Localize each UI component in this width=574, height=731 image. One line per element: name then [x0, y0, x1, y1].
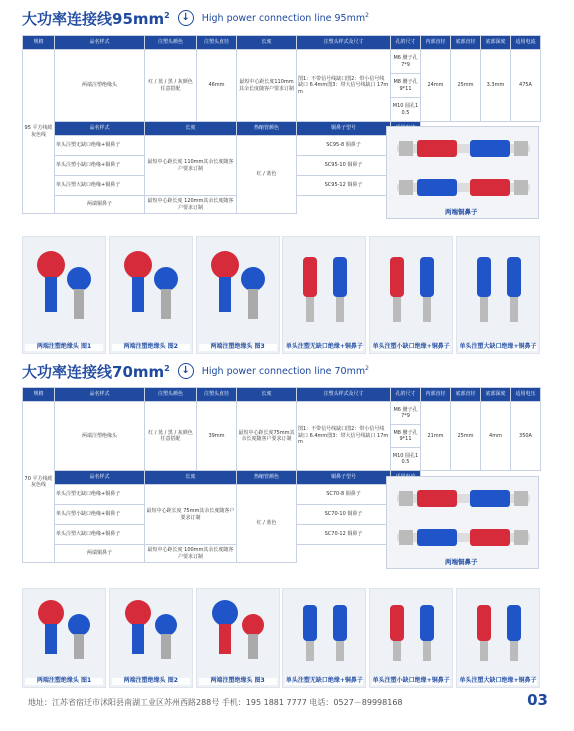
- col-header: 注塑头样式及尺寸: [297, 388, 391, 402]
- thumbnail: [456, 236, 540, 354]
- name-cell: 单头注塑无缺口绝缘+铜鼻子: [55, 136, 145, 156]
- diameter-cell: 46mm: [197, 50, 237, 122]
- cable-image: [387, 127, 539, 219]
- heat-color-cell: 红 / 蓝色: [237, 136, 297, 214]
- col-header: 品名样式: [55, 122, 145, 136]
- name-cell: 单头注塑大缺口绝缘+铜鼻子: [55, 525, 145, 545]
- thumbnail: [109, 588, 193, 688]
- col-header: 孔的尺寸: [391, 388, 421, 402]
- col-header: 孔的尺寸: [391, 36, 421, 50]
- connector-image: [197, 589, 280, 688]
- table-row: [23, 402, 541, 425]
- name-cell: 两端铜鼻子: [55, 545, 145, 563]
- col-header: 长度: [145, 122, 237, 136]
- col-header: 品名样式: [55, 388, 145, 402]
- thumbnail-caption: 两端注塑绝缘头 图2: [112, 344, 190, 351]
- connector-image: [197, 237, 280, 354]
- connector-image: [370, 589, 453, 688]
- length-cell: 最短中心距长度 75mm其余长度随客户要求订制: [145, 485, 237, 545]
- connector-image: [110, 589, 193, 688]
- col-header: 长度: [237, 36, 297, 50]
- model-cell: SC95-12 铜鼻子: [297, 176, 391, 196]
- col-header: 底部深度: [481, 36, 511, 50]
- col-header: 铜鼻子型号: [297, 122, 391, 136]
- name-cell: 两端铜鼻子: [55, 196, 145, 214]
- col-header: 品名样式: [55, 36, 145, 50]
- col-header: 规格: [23, 388, 55, 402]
- col-header: 规格: [23, 36, 55, 50]
- thumbnail: [196, 236, 280, 354]
- section-title: [22, 7, 369, 29]
- length-cell: 最短中心距长度 120mm其余长度随客户要求订制: [145, 196, 237, 214]
- thumbnail: [109, 236, 193, 354]
- thumbnail-caption: 单头注塑大缺口绝缘+铜鼻子: [459, 677, 537, 685]
- thumbnail: [369, 236, 453, 354]
- connector-image: [283, 589, 366, 688]
- name-cell: 两端注塑绝缘头: [55, 50, 145, 122]
- section-95mm: [22, 0, 540, 230]
- title-en: High power connection line $70mm^2$: [201, 364, 369, 378]
- inner-cell: 21mm: [421, 402, 451, 471]
- hole-cell: M8 腰子孔9*11: [391, 425, 421, 448]
- color-cell: 红 / 蓝 / 黑 / 灰颜色任意搭配: [145, 50, 197, 122]
- connector-image: [110, 237, 193, 354]
- style-cell: 图1：不带信号线缺口图2：带小信号线缺口 6.4mm图3：带大信号线缺口 17mm: [297, 50, 391, 122]
- col-header: 品名样式: [55, 471, 145, 485]
- model-cell: SC95-8 铜鼻子: [297, 136, 391, 156]
- spec-cell: 70 平方线缆灰色线: [23, 402, 55, 563]
- col-header: 注塑头直径: [197, 36, 237, 50]
- title-cn: 大功率连接线$95mm^2$: [22, 9, 170, 28]
- section-title: [22, 360, 369, 382]
- header-row: [23, 388, 541, 402]
- hole-cell: M10 圆孔10.5: [391, 448, 421, 471]
- copper-lug-photo: [386, 126, 539, 219]
- thumbnail: [282, 236, 366, 354]
- length-cell: 最短中心距长度110mm其余长度随客户要求订制: [237, 50, 297, 122]
- col-header: 注塑头颜色: [145, 388, 197, 402]
- col-header: 热缩管颜色: [237, 122, 297, 136]
- name-cell: 单头注塑小缺口绝缘+铜鼻子: [55, 505, 145, 525]
- arrow-down-icon[interactable]: ↓: [178, 10, 194, 26]
- bottom-diameter-cell: 25mm: [451, 402, 481, 471]
- current-cell: 350A: [511, 402, 541, 471]
- contact-info: 地址：江苏省宿迁市沭阳县南湖工业区苏州西路288号 手机：195 1881 7777 电话：0527－89998168: [28, 697, 403, 707]
- page-number: 03: [527, 691, 548, 709]
- col-header: 底部直径: [451, 36, 481, 50]
- thumbnail-caption: 单头注塑小缺口绝缘+铜鼻子: [372, 343, 450, 351]
- thumbnail-caption: 两端注塑绝缘头 图1: [25, 344, 103, 351]
- col-header: 长度: [237, 388, 297, 402]
- col-header: 热缩管颜色: [237, 471, 297, 485]
- footer: [28, 693, 548, 711]
- cable-image: [387, 477, 539, 569]
- copper-lug-photo: [386, 476, 539, 569]
- model-cell: SC70-10 铜鼻子: [297, 505, 391, 525]
- current-cell: 475A: [511, 50, 541, 122]
- name-cell: 单头注塑小缺口绝缘+铜鼻子: [55, 156, 145, 176]
- hole-cell: M8 腰子孔9*11: [391, 74, 421, 98]
- header-row: [23, 36, 541, 50]
- photo-label: 两端铜鼻子: [445, 558, 478, 566]
- thumbnail-caption: 两端注塑绝缘头 图3: [199, 678, 277, 685]
- col-header: 底部深度: [481, 388, 511, 402]
- arrow-down-icon[interactable]: ↓: [178, 363, 194, 379]
- section-70mm: [22, 358, 540, 583]
- connector-image: [23, 237, 106, 354]
- model-cell: SC70-12 铜鼻子: [297, 525, 391, 545]
- title-en: High power connection line $95mm^2$: [201, 11, 369, 25]
- connector-image: [23, 589, 106, 688]
- photo-label: 两端铜鼻子: [445, 208, 478, 216]
- thumbnail: [22, 236, 106, 354]
- thumbnail: [282, 588, 366, 688]
- col-header: 铜鼻子型号: [297, 471, 391, 485]
- thumbnail-caption: 两端注塑绝缘头 图3: [199, 344, 277, 351]
- title-cn: 大功率连接线$70mm^2$: [22, 362, 170, 381]
- spec-cell: 95 平方线缆灰色线: [23, 50, 55, 214]
- depth-cell: 3.3mm: [481, 50, 511, 122]
- col-header: 底部直径: [451, 388, 481, 402]
- inner-cell: 24mm: [421, 50, 451, 122]
- depth-cell: 4mm: [481, 402, 511, 471]
- diameter-cell: 39mm: [197, 402, 237, 471]
- name-cell: 两端注塑绝缘头: [55, 402, 145, 471]
- thumbnail-strip: [22, 236, 540, 354]
- col-header: 内部直径: [421, 36, 451, 50]
- thumbnail-caption: 两端注塑绝缘头 图1: [25, 678, 103, 685]
- length-cell: 最短中心距长度75mm其余长度随客户要求订制: [237, 402, 297, 471]
- col-header: 注塑头直径: [197, 388, 237, 402]
- col-header: 注塑头颜色: [145, 36, 197, 50]
- color-cell: 红 / 蓝 / 黑 / 灰颜色任意搭配: [145, 402, 197, 471]
- col-header: 内部直径: [421, 388, 451, 402]
- thumbnail: [456, 588, 540, 688]
- name-cell: 单头注塑大缺口绝缘+铜鼻子: [55, 176, 145, 196]
- thumbnail-caption: 两端注塑绝缘头 图2: [112, 678, 190, 685]
- hole-cell: M10 圆孔10.5: [391, 98, 421, 122]
- thumbnail: [196, 588, 280, 688]
- length-cell: 最短中心距长度 100mm其余长度随客户要求订制: [145, 545, 237, 563]
- hole-cell: M6 腰子孔7*9: [391, 50, 421, 74]
- connector-image: [283, 237, 366, 354]
- connector-image: [457, 237, 540, 354]
- thumbnail-strip: [22, 588, 540, 688]
- style-cell: 图1：不带信号线缺口图2：带小信号线缺口 6.4mm图3：带大信号线缺口 17mm: [297, 402, 391, 471]
- heat-color-cell: 红 / 蓝色: [237, 485, 297, 563]
- thumbnail-caption: 单头注塑小缺口绝缘+铜鼻子: [372, 677, 450, 685]
- thumbnail: [22, 588, 106, 688]
- model-cell: SC95-10 铜鼻子: [297, 156, 391, 176]
- col-header: 长度: [145, 471, 237, 485]
- thumbnail-caption: 单头注塑无缺口绝缘+铜鼻子: [285, 343, 363, 351]
- thumbnail-caption: 单头注塑大缺口绝缘+铜鼻子: [459, 343, 537, 351]
- bottom-diameter-cell: 25mm: [451, 50, 481, 122]
- col-header: 适用电压: [511, 388, 541, 402]
- thumbnail: [369, 588, 453, 688]
- connector-image: [370, 237, 453, 354]
- hole-cell: M6 腰子孔7*9: [391, 402, 421, 425]
- model-cell: SC70-8 铜鼻子: [297, 485, 391, 505]
- name-cell: 单头注塑无缺口绝缘+铜鼻子: [55, 485, 145, 505]
- col-header: 注塑头样式及尺寸: [297, 36, 391, 50]
- col-header: 适用电流: [511, 36, 541, 50]
- thumbnail-caption: 单头注塑无缺口绝缘+铜鼻子: [285, 677, 363, 685]
- length-cell: 最短中心距长度 110mm其余长度随客户要求订制: [145, 136, 237, 196]
- connector-image: [457, 589, 540, 688]
- table-row: [23, 50, 541, 74]
